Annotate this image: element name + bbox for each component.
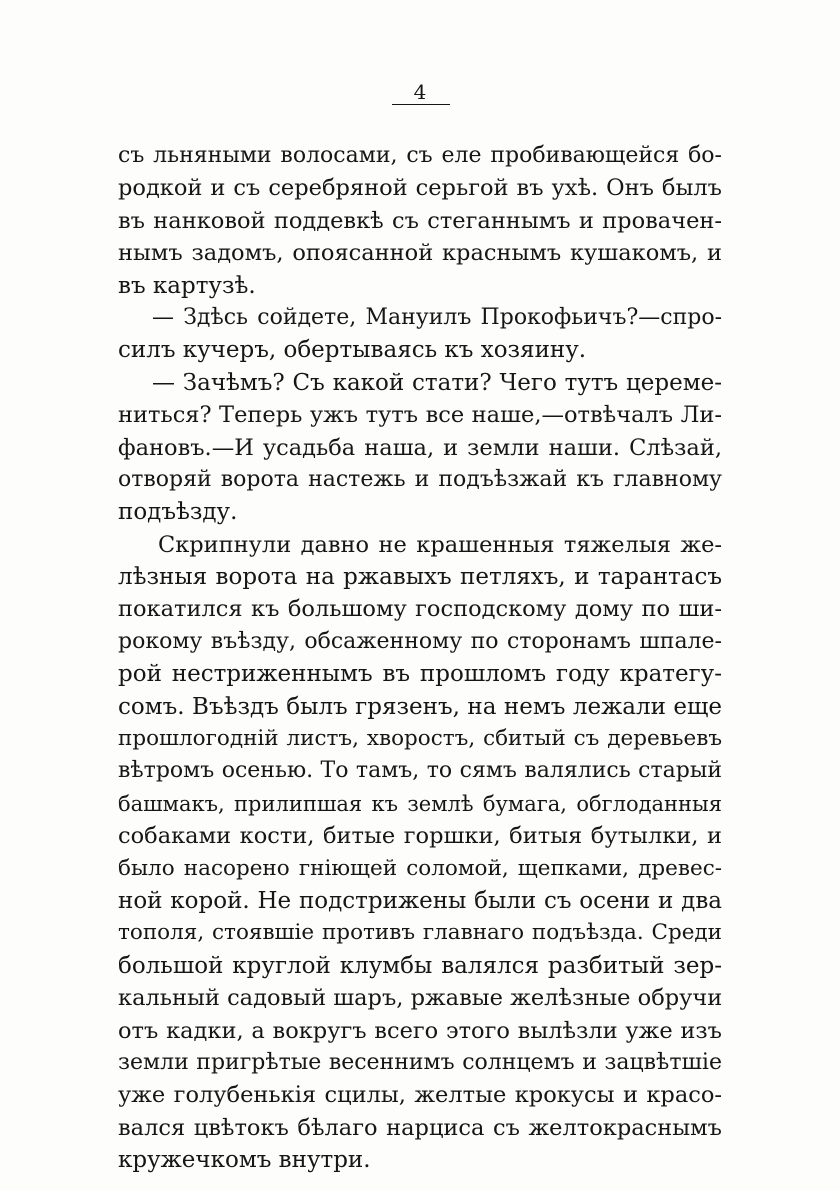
text-line: было насорено гніющей соломой, щепками, древес-: [118, 855, 722, 881]
text-line: собаками кости, битые горшки, битыя бутылки, и: [118, 823, 722, 850]
text-line: вался цвѣтокъ бѣлаго нарциса съ желтокраснымъ: [118, 1114, 722, 1141]
text-line: лѣзныя ворота на ржавыхъ петляхъ, и тарантасъ: [118, 564, 722, 591]
text-line: отворяй ворота настежь и подъѣзжай къ главному: [118, 466, 722, 492]
text-line: силъ кучеръ, обертываясь къ хозяину.: [118, 337, 587, 364]
text-line: нымъ задомъ, опоясанной краснымъ кушакомъ, и: [118, 240, 722, 267]
text-line: рой нестриженнымъ въ прошломъ году кратегу-: [118, 661, 722, 688]
text-line: съ льняными волосами, съ еле пробивающейся бо-: [118, 143, 722, 168]
text-line: рокому въѣзду, обсаженному по сторонамъ шпале-: [118, 628, 722, 654]
text-line: земли пригрѣтые весеннимъ солнцемъ и зацвѣтшіе: [118, 1049, 722, 1075]
text-line: кальный садовый шаръ, ржавые желѣзные обручи: [118, 985, 722, 1012]
text-line: покатился къ большому господскому дому по ши-: [118, 596, 722, 623]
text-line: Скрипнули давно не крашенныя тяжелыя же-: [158, 531, 722, 558]
text-line: сомъ. Въѣздъ былъ грязенъ, на немъ лежали еще: [118, 693, 722, 720]
text-line: кружечкомъ внутри.: [118, 1147, 371, 1174]
text-line: большой круглой клумбы валялся разбитый зер-: [118, 952, 722, 979]
text-line: уже голубенькія сцилы, желтые крокусы и красо-: [118, 1082, 722, 1109]
text-line: — Здѣсь сойдете, Мануилъ Прокофьичъ?—спро-: [152, 304, 722, 330]
text-line: башмакъ, прилипшая къ землѣ бумага, обглоданныя: [118, 791, 722, 816]
text-line: ниться? Теперь ужъ тутъ все наше,—отвѣчалъ Ли-: [118, 402, 722, 429]
text-line: фановъ.—И усадьба наша, и земли наши. Слѣзай,: [118, 434, 722, 461]
text-line: въ нанковой поддевкѣ съ стеганнымъ и провачен-: [118, 207, 722, 234]
page-number: 4: [413, 80, 427, 104]
text-line: тополя, стоявшіе противъ главнаго подъѣзда. Среди: [118, 920, 722, 946]
text-line: — Зачѣмъ? Съ какой стати? Чего тутъ цереме-: [152, 369, 722, 396]
body-text: [118, 140, 722, 1177]
text-line: отъ кадки, а вокругъ всего этого вылѣзли уже изъ: [118, 1017, 722, 1044]
text-line: ной корой. Не подстрижены были съ осени и два: [118, 887, 722, 914]
page-number-rule: [392, 104, 450, 106]
text-line: родкой и съ серебряной серьгой въ ухѣ. Онъ былъ: [118, 175, 722, 202]
text-line: прошлогодній листъ, хворостъ, сбитый съ деревьевъ: [118, 726, 722, 752]
text-line: въ картузѣ.: [118, 272, 256, 299]
text-line: вѣтромъ осенью. То тамъ, то сямъ валялись старый: [118, 758, 722, 784]
text-line: подъѣзду.: [118, 499, 238, 526]
